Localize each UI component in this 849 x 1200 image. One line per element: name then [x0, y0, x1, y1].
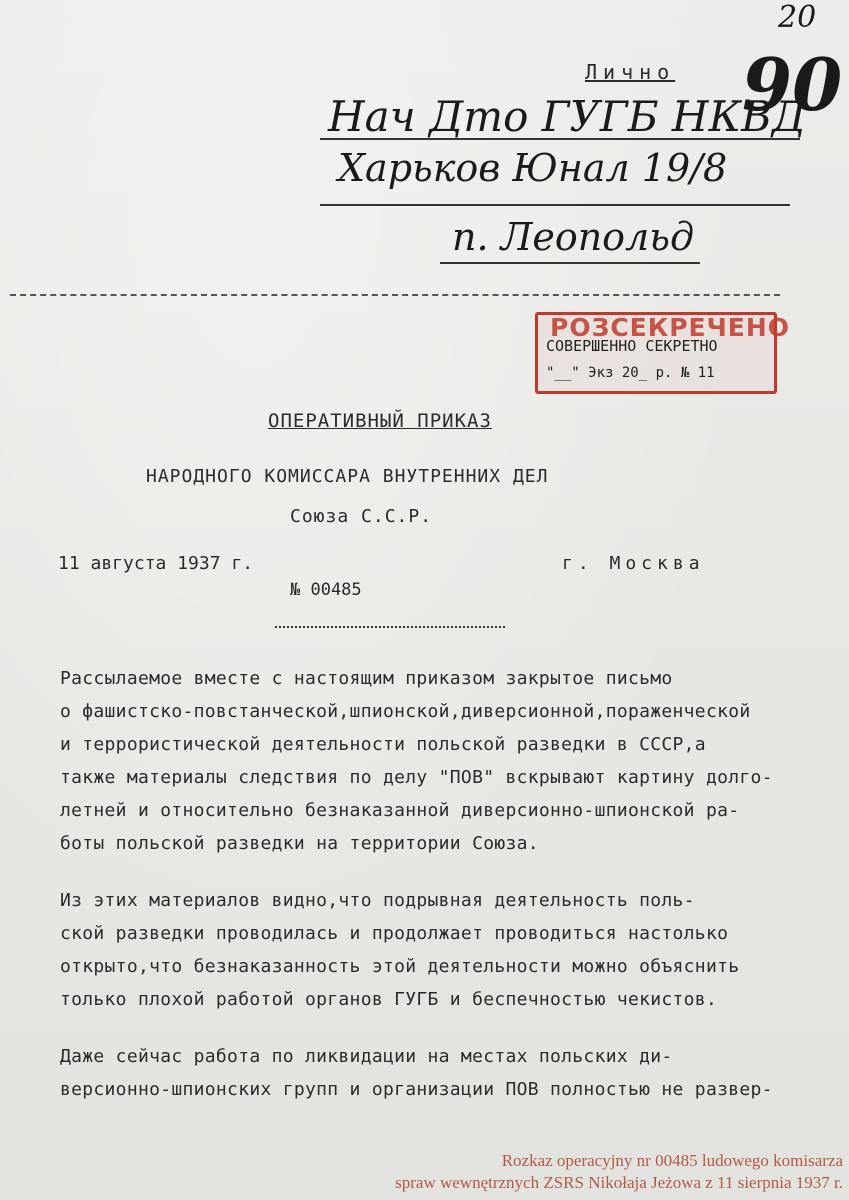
paragraph-1 — [60, 662, 810, 860]
underline-1 — [320, 138, 800, 140]
addressee-line-3: п. Леопольд — [452, 215, 695, 259]
caption-line-2: spraw wewnętrznych ZSRS Nikołaja Jeżowa z 11 sierpnia 1937 r. — [395, 1173, 843, 1192]
document-date: 11 августа 1937 г. — [58, 553, 254, 574]
paragraph-3 — [60, 1040, 810, 1106]
stamp-secret-line: СОВЕРШЕННО СЕКРЕТНО — [546, 337, 718, 355]
paragraph-line: Из этих материалов видно,что подрывная деятельность поль- — [60, 890, 695, 911]
corner-page-number: 20 — [778, 0, 817, 35]
paragraph-line: также материалы следствия по делу "ПОВ" вскрывают картину долго- — [60, 767, 773, 788]
paragraph-line: только плохой работой органов ГУГБ и беспечностью чекистов. — [60, 989, 718, 1010]
number-underline — [275, 626, 505, 628]
paragraph-line: Даже сейчас работа по ликвидации на местах польских ди- — [60, 1046, 673, 1067]
paragraph-2 — [60, 884, 810, 1016]
paragraph-line: о фашистско-повстанческой,шпионской,диверсионной,пораженческой — [60, 701, 751, 722]
caption-line-1: Rozkaz operacyjny nr 00485 ludowego komisarza — [501, 1151, 843, 1170]
paragraph-line: Рассылаемое вместе с настоящим приказом закрытое письмо — [60, 668, 673, 689]
document-number: № 00485 — [290, 580, 362, 600]
stamp-title: РОЗСЕКРЕЧЕНО — [550, 313, 791, 342]
paragraph-line: версионно-шпионских групп и организации ПОВ полностью не развер- — [60, 1079, 773, 1100]
paragraph-line: открыто,что безнаказанность этой деятельности можно объяснить — [60, 956, 740, 977]
paragraph-line: боты польской разведки на территории Союза. — [60, 833, 539, 854]
image-caption — [395, 1150, 843, 1194]
personal-mark: Лично — [585, 60, 676, 84]
addressee-line-2: Харьков Юнал 19/8 — [338, 146, 728, 190]
paragraph-line: ской разведки проводилась и продолжает проводиться настолько — [60, 923, 729, 944]
underline-2 — [320, 204, 790, 206]
document-subheading-2: Союза С.С.Р. — [290, 506, 433, 527]
big-handwritten-number: 90 — [742, 42, 843, 127]
stamp-copy-line: "__" Экз 20_ р. № 11 — [546, 365, 715, 381]
document-place: г. Москва — [562, 553, 705, 574]
document-subheading-1: НАРОДНОГО КОМИССАРА ВНУТРЕННИХ ДЕЛ — [146, 466, 549, 487]
separator-line — [10, 294, 780, 296]
addressee-line-1: Нач Дто ГУГБ НКВД — [328, 92, 807, 141]
paragraph-line: и террористической деятельности польской разведки в СССР,а — [60, 734, 706, 755]
paragraph-line: летней и относительно безнаказанной диверсионно-шпионской ра- — [60, 800, 740, 821]
underline-3 — [440, 262, 700, 264]
declassified-stamp — [535, 312, 791, 394]
document-heading: ОПЕРАТИВНЫЙ ПРИКАЗ — [268, 410, 492, 432]
